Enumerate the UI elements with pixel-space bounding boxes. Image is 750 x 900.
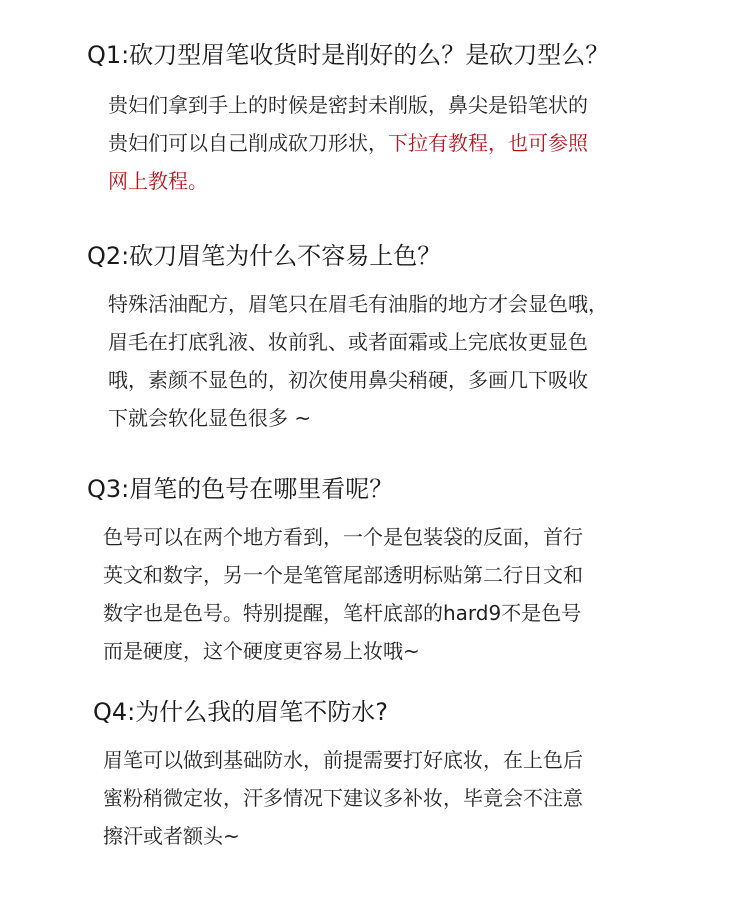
answer-4-line-2: 蜜粉稍微定妆，汗多情况下建议多补妆，毕竟会不注意 <box>103 786 583 810</box>
question-2: Q2:砍刀眉笔为什么不容易上色？ <box>87 242 442 270</box>
answer-2-line-1: 特殊活油配方，眉笔只在眉毛有油脂的地方才会显色哦， <box>108 292 608 316</box>
answer-3-line-4: 而是硬度，这个硬度更容易上妆哦~ <box>103 639 420 663</box>
question-3: Q3:眉笔的色号在哪里看呢？ <box>87 475 394 503</box>
answer-1-line-3: 网上教程。 <box>108 169 208 193</box>
answer-1-line-2 <box>108 124 588 162</box>
answer-4-line-3: 擦汗或者额头~ <box>103 824 240 848</box>
answer-3-line-3: 数字也是色号。特别提醒，笔杆底部的hard9不是色号 <box>103 601 582 625</box>
answer-4-line-1: 眉笔可以做到基础防水，前提需要打好底妆，在上色后 <box>103 748 583 772</box>
answer-1-line-1: 贵妇们拿到手上的时候是密封未削版，鼻尖是铅笔状的 <box>108 93 588 117</box>
answer-2-line-2: 眉毛在打底乳液、妆前乳、或者面霜或上完底妆更显色 <box>108 330 588 354</box>
answer-1 <box>108 86 588 200</box>
question-4: Q4:为什么我的眉笔不防水? <box>93 698 388 726</box>
answer-3-line-2: 英文和数字，另一个是笔管尾部透明标贴第二行日文和 <box>103 563 583 587</box>
question-1: Q1:砍刀型眉笔收货时是削好的么？是砍刀型么？ <box>87 41 610 69</box>
answer-4 <box>103 741 583 855</box>
answer-1-line-2-text: 贵妇们可以自己削成砍刀形状， <box>108 131 388 155</box>
answer-2-line-3: 哦，素颜不显色的，初次使用鼻尖稍硬，多画几下吸收 <box>108 368 588 392</box>
answer-3-line-1: 色号可以在两个地方看到，一个是包装袋的反面，首行 <box>103 525 583 549</box>
answer-3 <box>103 518 583 670</box>
answer-2 <box>108 285 608 437</box>
answer-2-line-4: 下就会软化显色很多 ~ <box>108 406 312 430</box>
answer-1-highlight: 下拉有教程，也可参照 <box>388 131 588 155</box>
